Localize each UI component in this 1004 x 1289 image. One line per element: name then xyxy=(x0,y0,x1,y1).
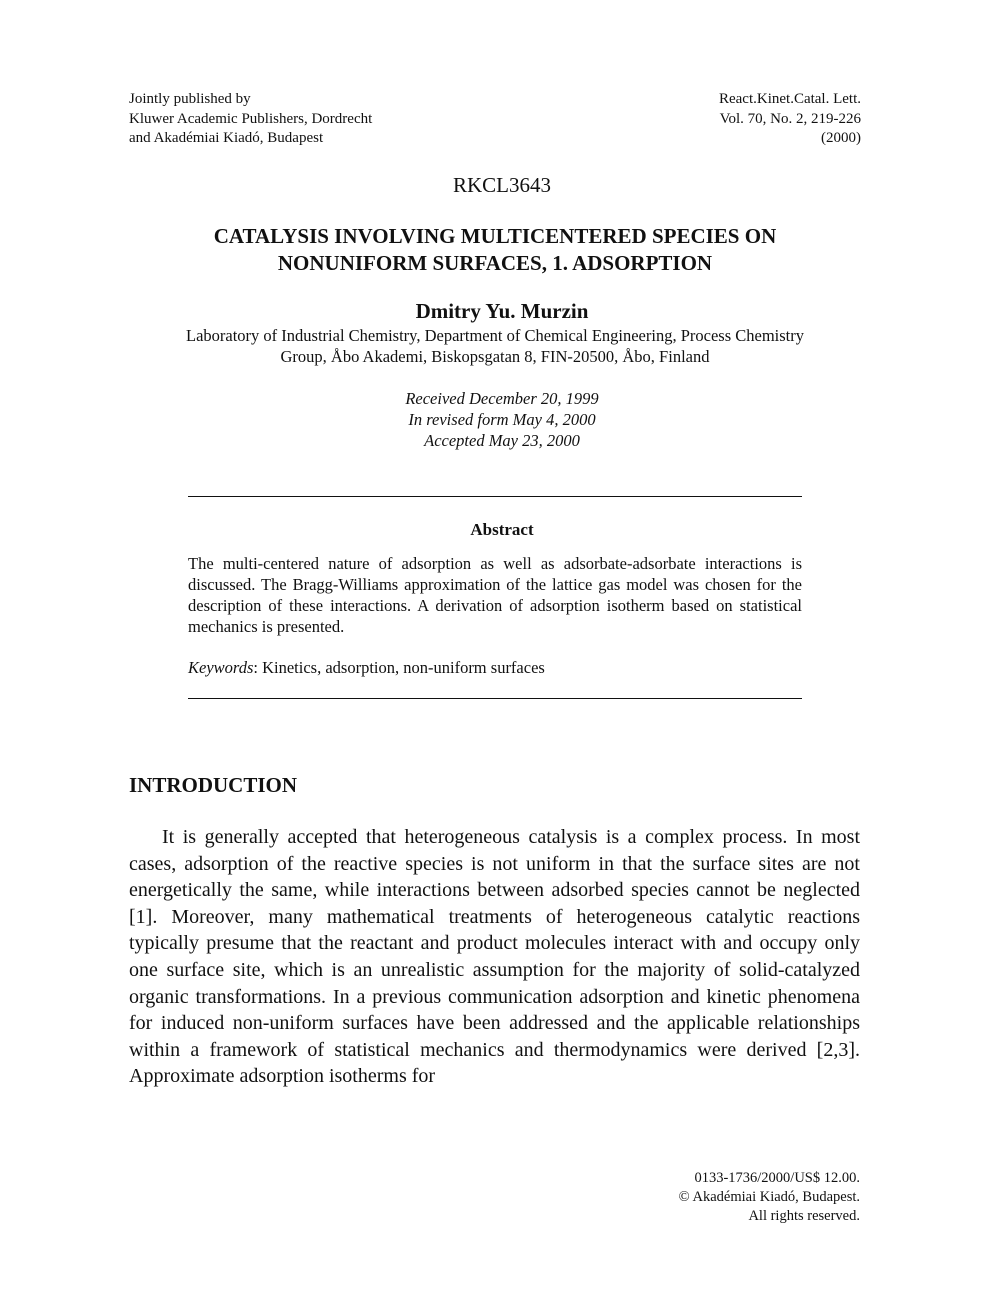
publisher-info xyxy=(129,90,372,149)
publisher-line: Jointly published by xyxy=(129,91,251,107)
abstract-top-rule xyxy=(188,496,802,497)
title-line: CATALYSIS INVOLVING MULTICENTERED SPECIES ON xyxy=(213,224,777,248)
copyright-footer xyxy=(679,1169,860,1226)
affiliation xyxy=(130,325,860,367)
revised-date: In revised form May 4, 2000 xyxy=(408,410,596,429)
paper-title xyxy=(150,223,840,277)
journal-info xyxy=(719,90,861,149)
abstract-bottom-rule xyxy=(188,698,802,699)
keywords-list: : Kinetics, adsorption, non-uniform surfaces xyxy=(253,658,545,677)
body-paragraph: It is generally accepted that heterogeneous catalysis is a complex process. In most cases, adsorption of the reactive species is not uniform in that the surface sites are not energetically the same, while interactions between adsorbed species cannot be neglected [1]. Moreover, many mathematical treatments of heterogeneous catalytic reactions typically presume that the reactant and product molecules interact with and occupy only one surface site, which is an unrealistic assumption for the majority of solid-catalyzed organic transformations. In a previous communication adsorption and kinetic phenomena for induced non-uniform surfaces have been addressed and the applicable relationships within a framework of statistical mechanics and thermodynamics were derived [2,3]. Approximate adsorption isotherms for xyxy=(129,826,860,1088)
received-date: Received December 20, 1999 xyxy=(405,389,599,408)
affiliation-line: Laboratory of Industrial Chemistry, Department of Chemical Engineering, Process Chemistry xyxy=(186,326,804,345)
footer-line: © Akadémiai Kiadó, Budapest. xyxy=(678,1189,860,1205)
journal-line: (2000) xyxy=(821,130,861,146)
author-name: Dmitry Yu. Murzin xyxy=(415,299,589,323)
abstract-text: The multi-centered nature of adsorption as well as adsorbate-adsorbate interactions is discussed. The Bragg-Williams approximation of the lattice gas model was chosen for the description of these interactions. A derivation of adsorption isotherm based on statistical mechanics is presented. xyxy=(188,554,802,636)
accepted-date: Accepted May 23, 2000 xyxy=(424,431,580,450)
footer-line: 0133-1736/2000/US$ 12.00. xyxy=(694,1170,860,1186)
title-line: NONUNIFORM SURFACES, 1. ADSORPTION xyxy=(277,251,713,275)
introduction-body xyxy=(129,824,860,1090)
keywords-label: Keywords xyxy=(188,658,254,677)
journal-line: React.Kinet.Catal. Lett. xyxy=(718,91,861,107)
abstract-heading: Abstract xyxy=(470,520,534,539)
affiliation-line: Group, Åbo Akademi, Biskopsgatan 8, FIN-20500, Åbo, Finland xyxy=(280,347,710,366)
journal-line: Vol. 70, No. 2, 219-226 xyxy=(719,110,861,127)
article-code: RKCL3643 xyxy=(452,173,551,197)
footer-line: All rights reserved. xyxy=(748,1208,860,1224)
publisher-line: Kluwer Academic Publishers, Dordrecht xyxy=(129,110,373,127)
keywords xyxy=(188,657,802,678)
section-heading-introduction: INTRODUCTION xyxy=(129,773,298,797)
submission-dates xyxy=(0,388,1004,451)
publisher-line: and Akadémiai Kiadó, Budapest xyxy=(129,130,324,146)
